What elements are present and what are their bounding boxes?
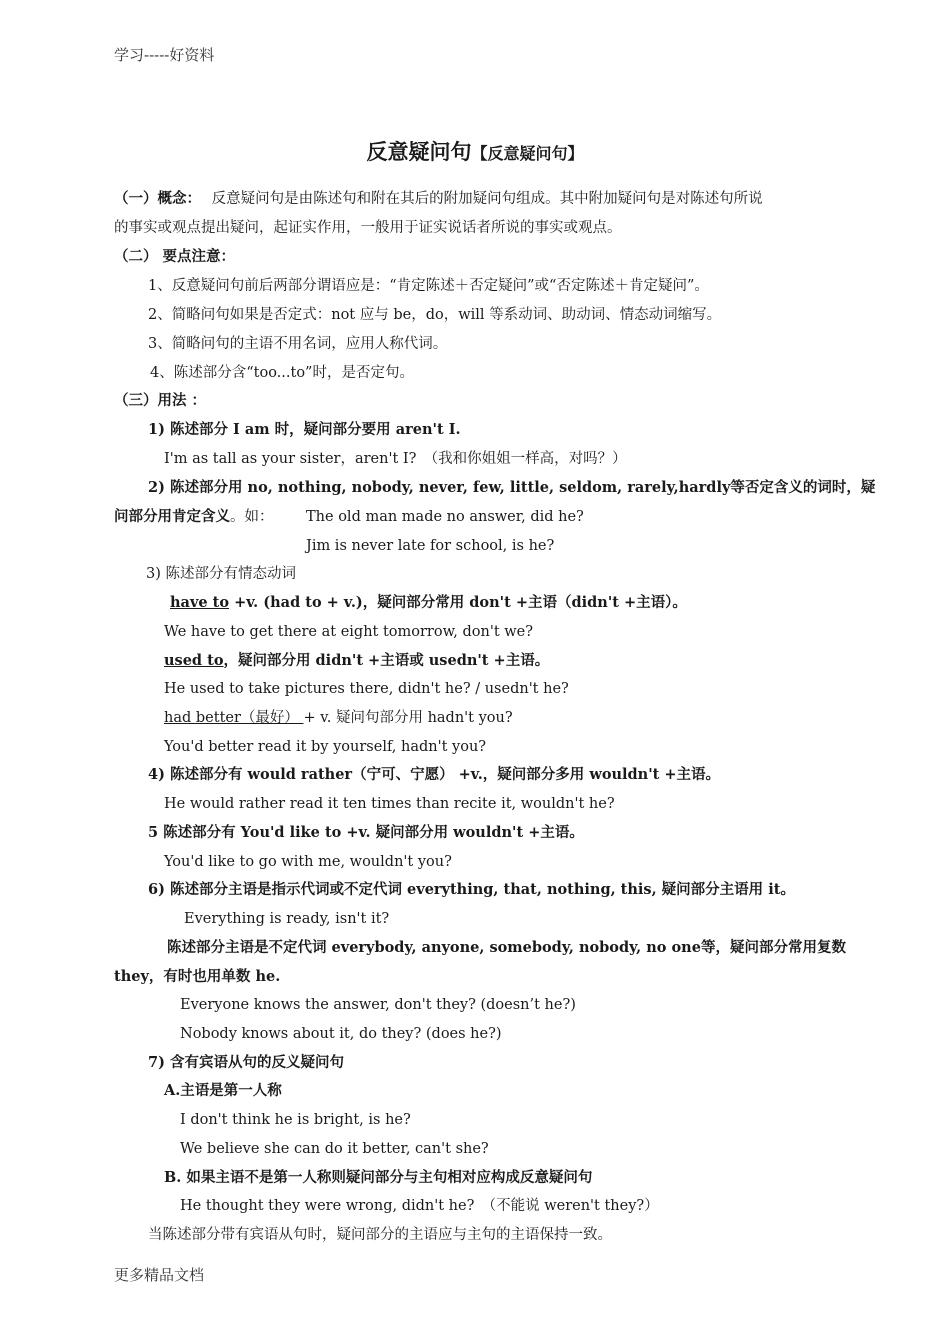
rule-6b-head: 陈述部分主语是不定代词 everybody, anyone, somebody, nobody, no one bbox=[167, 939, 701, 956]
rule-3-have-to-example: We have to get there at eight tomorrow, don't we? bbox=[164, 624, 534, 640]
title-main: 反意疑问句 bbox=[366, 140, 472, 164]
rule-4-example: He would rather read it ten times than recite it, wouldn't he? bbox=[164, 796, 615, 812]
page-footer-note: 更多精品文档 bbox=[114, 1266, 205, 1284]
rule-2-example-2: Jim is never late for school, is he? bbox=[306, 538, 555, 554]
rule-5-example: You'd like to go with me, wouldn't you? bbox=[164, 854, 452, 870]
rule-6: 6) 陈述部分主语是指示代词或不定代词 everything, that, nothing, this, 疑问部分主语用 it。 bbox=[148, 881, 795, 898]
section-points-label: （二） 要点注意： bbox=[114, 248, 236, 265]
point-1: 1、反意疑问句前后两部分谓语应是：“肯定陈述＋否定疑问”或“否定陈述＋肯定疑问”。 bbox=[148, 278, 709, 294]
rule-3-used-to-term: used to bbox=[164, 652, 224, 669]
section-usage-label: （三）用法 ： bbox=[114, 392, 207, 409]
title-sub: 【反意疑问句】 bbox=[471, 144, 584, 163]
rule-6b-example-1: Everyone knows the answer, don't they? (doesn’t he?) bbox=[180, 997, 576, 1013]
rule-3-had-better-rest: + v. 疑问句部分用 hadn't you? bbox=[303, 710, 513, 726]
page-title bbox=[0, 136, 950, 166]
rule-3-had-better bbox=[164, 709, 513, 727]
rule-3-used-to-example: He used to take pictures there, didn't he? / usedn't he? bbox=[164, 681, 569, 697]
rule-2-line-2 bbox=[114, 508, 274, 526]
rule-1: 1) 陈述部分 I am 时，疑问部分要用 aren't I. bbox=[148, 421, 461, 438]
section-concept-text-1: 反意疑问句是由陈述句和附在其后的附加疑问句组成。其中附加疑问句是对陈述句所说 bbox=[211, 191, 763, 207]
rule-6-example: Everything is ready, isn't it? bbox=[184, 911, 390, 927]
rule-2-eg: 。如： bbox=[230, 509, 274, 525]
rule-3-have-to bbox=[170, 594, 687, 612]
rule-2-line-1 bbox=[148, 479, 875, 497]
rule-2-example-1: The old man made no answer, did he? bbox=[306, 509, 584, 525]
rule-2-tail: 等否定含义的词时，疑 bbox=[730, 479, 876, 496]
section-concept-label: （一）概念： bbox=[114, 190, 201, 207]
rule-2-head: 2) 陈述部分用 no, nothing, nobody, never, few, little, seldom, rarely,hardly bbox=[148, 479, 731, 496]
rule-1-example: I'm as tall as your sister，aren't I? （我和你姐姐一样高，对吗？） bbox=[164, 451, 627, 467]
rule-7b-example: He thought they were wrong, didn't he? （不能说 weren't they?） bbox=[180, 1198, 659, 1214]
rule-7a: A.主语是第一人称 bbox=[164, 1082, 282, 1099]
point-3: 3、简略问句的主语不用名词，应用人称代词。 bbox=[148, 336, 448, 352]
rule-3: 3) 陈述部分有情态动词 bbox=[146, 566, 296, 582]
rule-6b-line-2: they，有时也用单数 he. bbox=[114, 968, 281, 985]
rule-7-note: 当陈述部分带有宾语从句时，疑问部分的主语应与主句的主语保持一致。 bbox=[148, 1227, 612, 1243]
rule-6b-example-2: Nobody knows about it, do they? (does he?) bbox=[180, 1026, 502, 1042]
rule-7a-example-2: We believe she can do it better, can't she? bbox=[180, 1141, 489, 1157]
rule-7b: B. 如果主语不是第一人称则疑问部分与主句相对应构成反意疑问句 bbox=[164, 1169, 593, 1186]
rule-6b-line-1 bbox=[167, 939, 846, 957]
rule-5: 5 陈述部分有 You'd like to +v. 疑问部分用 wouldn't +主语。 bbox=[148, 824, 584, 841]
section-concept bbox=[114, 185, 862, 242]
rule-6b-tail: 等，疑问部分常用复数 bbox=[700, 939, 846, 956]
rule-3-used-to-rest: ，疑问部分用 didn't +主语或 usedn't +主语。 bbox=[223, 652, 550, 669]
point-4: 4、陈述部分含“too...to”时，是否定句。 bbox=[150, 365, 414, 381]
rule-7: 7) 含有宾语从句的反义疑问句 bbox=[148, 1054, 344, 1071]
rule-4: 4) 陈述部分有 would rather（宁可、宁愿） +v.，疑问部分多用 wouldn't +主语。 bbox=[148, 766, 721, 783]
rule-3-have-to-rest: +v. (had to + v.)，疑问部分常用 don't +主语（didn't +主语）。 bbox=[229, 594, 687, 611]
section-concept-text-2: 的事实或观点提出疑问，起证实作用，一般用于证实说话者所说的事实或观点。 bbox=[114, 219, 622, 236]
rule-2-cont: 问部分用肯定含义 bbox=[114, 508, 230, 525]
point-2: 2、简略问句如果是否定式：not 应与 be，do，will 等系动词、助动词、情态动词缩写。 bbox=[148, 307, 722, 323]
page-header-note: 学习-----好资料 bbox=[114, 46, 215, 64]
rule-3-had-better-term: had better（最好） bbox=[164, 710, 304, 726]
rule-3-used-to bbox=[164, 652, 549, 670]
rule-7a-example-1: I don't think he is bright, is he? bbox=[180, 1112, 411, 1128]
rule-3-have-to-term: have to bbox=[170, 594, 230, 611]
rule-3-had-better-example: You'd better read it by yourself, hadn't you? bbox=[164, 739, 487, 755]
